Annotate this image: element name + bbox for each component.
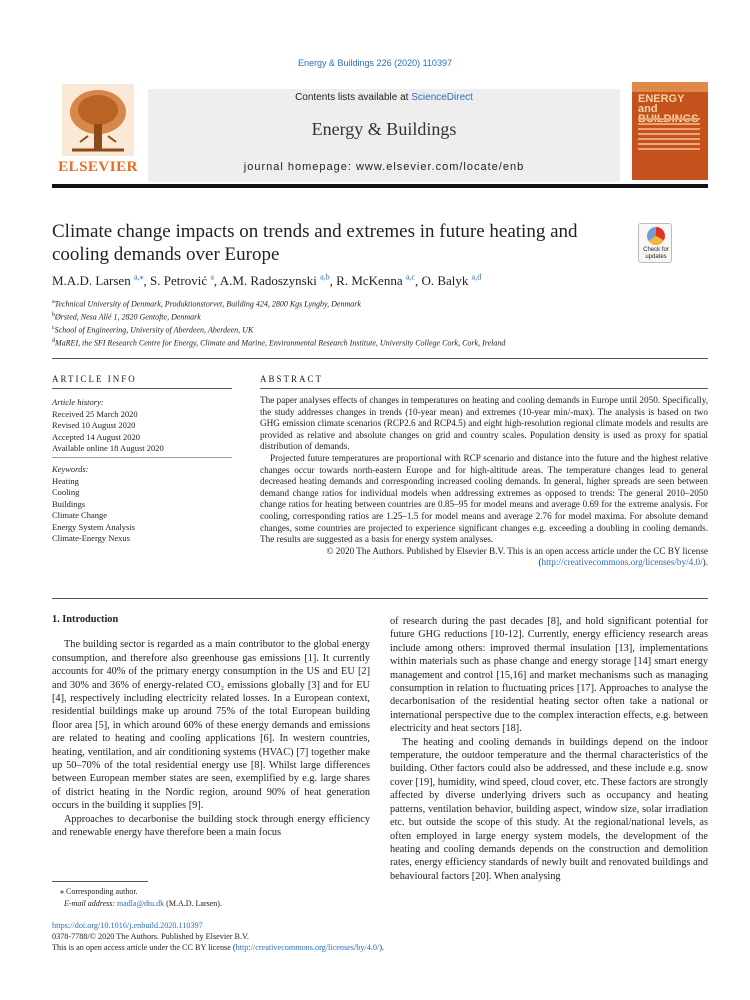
section-heading: 1. Introduction bbox=[52, 614, 119, 625]
crossmark-line1: Check for bbox=[643, 247, 669, 253]
article-info-heading: ARTICLE INFO bbox=[52, 374, 137, 384]
author-affil-mark[interactable]: a bbox=[210, 273, 214, 282]
author-name: A.M. Radoszynski bbox=[219, 273, 317, 289]
author-name: R. McKenna bbox=[336, 273, 403, 289]
license-line bbox=[52, 942, 702, 953]
crossmark-line2: updates bbox=[645, 254, 667, 260]
crossmark-label bbox=[639, 247, 673, 261]
abstract-copyright bbox=[260, 546, 708, 569]
abstract-paragraph: Projected future temperatures are proportional with RCP scenario and distance into the future and the highest relative changes occur towards north-eastern Europe and for high-altitude areas. The temperature changes lead to general decreased heating demands and corresponding increased cooling demands. In general, higher spreads are seen between demand change ratios for individual models when addressing extremes as opposed to trends: The general 2010–2050 change ratios for heating between countries are 0.85–95 for model means and average 0.69 for the extreme analysis. For cooling, corresponding ratios are 1.25–1.5 for model means and average 2.76 for model maxima. For absolute demand changes, some countries are projected to experience significant changes e.g. exceeding a doubling in cooling demands. The results are suggested as a basis for energy system analyses. bbox=[260, 452, 708, 545]
email-label: E-mail address: bbox=[64, 898, 118, 908]
doi-link[interactable]: https://doi.org/10.1016/j.enbuild.2020.110397 bbox=[52, 921, 203, 930]
journal-homepage[interactable]: journal homepage: www.elsevier.com/locate/enb bbox=[243, 161, 525, 173]
abstract-heading: ABSTRACT bbox=[260, 374, 324, 384]
author-name: M.A.D. Larsen bbox=[52, 273, 131, 289]
journal-title: Energy & Buildings bbox=[311, 119, 457, 139]
email-note bbox=[52, 898, 372, 910]
body-column-right bbox=[390, 615, 708, 883]
publisher-name: ELSEVIER bbox=[58, 159, 138, 175]
author-affil-mark[interactable]: a,⁎ bbox=[133, 273, 144, 282]
cover-title-line1: ENERGY bbox=[638, 93, 685, 105]
corresponding-author-note: ⁎ Corresponding author. bbox=[60, 887, 138, 896]
affiliation-mark: c bbox=[52, 325, 55, 332]
page-footer bbox=[52, 920, 702, 954]
affiliation-text: Ørsted, Nesa Allé 1, 2820 Gentofte, Denmark bbox=[55, 312, 201, 322]
copyright-end: ). bbox=[702, 557, 708, 568]
cover-text-lines bbox=[638, 118, 700, 153]
contents-line bbox=[148, 92, 620, 103]
affiliation bbox=[52, 297, 702, 310]
affiliation-text: School of Engineering, University of Aberdeen, Aberdeen, UK bbox=[54, 325, 254, 335]
body-paragraph: Approaches to decarbonise the building stock through energy efficiency and renewable energy have therefore been a main focus bbox=[52, 813, 370, 839]
keyword: Cooling bbox=[52, 487, 80, 497]
author[interactable] bbox=[52, 273, 144, 288]
check-for-updates-badge[interactable] bbox=[638, 223, 672, 263]
journal-reference[interactable]: Energy & Buildings 226 (2020) 110397 bbox=[298, 58, 452, 68]
info-top-divider bbox=[52, 358, 708, 359]
body-column-left bbox=[52, 613, 370, 840]
crossmark-icon bbox=[647, 227, 665, 245]
author[interactable] bbox=[336, 273, 415, 288]
keywords-divider bbox=[52, 457, 232, 458]
abstract-heading-divider bbox=[260, 388, 708, 389]
journal-banner bbox=[148, 89, 620, 182]
affiliation bbox=[52, 310, 702, 323]
history-item: Accepted 14 August 2020 bbox=[52, 431, 141, 442]
author-affil-mark[interactable]: a,b bbox=[320, 273, 330, 282]
elsevier-tree-icon bbox=[62, 84, 134, 156]
cover-band bbox=[632, 82, 708, 92]
cover-title-line2: and bbox=[638, 103, 658, 115]
affiliation-mark: d bbox=[52, 338, 55, 345]
journal-cover-thumbnail[interactable] bbox=[632, 82, 708, 180]
history-label: Article history: bbox=[52, 397, 104, 407]
email-suffix: (M.A.D. Larsen). bbox=[164, 898, 222, 908]
abstract-body bbox=[260, 395, 708, 569]
history-item: Available online 18 August 2020 bbox=[52, 443, 164, 453]
affiliation-mark: a bbox=[52, 299, 55, 305]
keyword: Climate Change bbox=[52, 510, 108, 520]
author[interactable] bbox=[220, 273, 330, 288]
author[interactable] bbox=[150, 273, 214, 288]
contents-prefix: Contents lists available at bbox=[295, 92, 412, 103]
footer-license-link[interactable]: http://creativecommons.org/licenses/by/4.0/ bbox=[235, 943, 380, 953]
keywords-label: Keywords: bbox=[52, 464, 89, 474]
affiliation-text: Technical University of Denmark, Produktionstorvet, Building 424, 2800 Kgs Lyngby, Denmark bbox=[54, 299, 361, 309]
sciencedirect-link[interactable]: ScienceDirect bbox=[411, 92, 473, 103]
history-item: Revised 10 August 2020 bbox=[52, 420, 136, 430]
author-name: S. Petrović bbox=[150, 273, 208, 289]
affiliation bbox=[52, 336, 702, 349]
keyword: Energy System Analysis bbox=[52, 521, 135, 532]
copyright-text: © 2020 The Authors. Published by Elsevier B.V. This is an open access article under the CC BY license ( bbox=[326, 545, 708, 568]
elsevier-logo[interactable] bbox=[52, 82, 144, 180]
license-suffix: ). bbox=[379, 943, 384, 953]
author-list: M.A.D. Larsen $^{a,⁎}$, S. Petrović $^a$, A.M. Radoszynski $^{a,b}$, R. McKenna $^{a,c}$, O. Balyk $^{a,d}$ bbox=[52, 273, 482, 289]
license-link[interactable]: http://creativecommons.org/licenses/by/4.0/ bbox=[541, 557, 703, 568]
affiliation-mark: b bbox=[52, 312, 55, 319]
author-name: O. Balyk bbox=[421, 273, 469, 289]
affiliation bbox=[52, 323, 702, 336]
keyword: Buildings bbox=[52, 498, 86, 509]
issn-line: 0378-7788/© 2020 The Authors. Published by Elsevier B.V. bbox=[52, 932, 249, 942]
body-paragraph: The building sector is regarded as a main contributor to the global energy consumption, and therefore also greenhouse gas emissions [1]. It currently accounts for 40% of the primary energy consumption in the US and EU [2] and 30% and 36% of energy-related CO₂ emissions globally [3] and for EU [4], respectively including electricity related losses. In a European context, residential buildings make up around 75% of the total European building floor area [5], in which around 60% of these energy demands and emissions are related to heating and cooling applications [6]. In western countries, heating, ventilation, and air conditioning systems (HVAC) [7] together make up 50–70% of the total residential energy use [8]. Whilst large differences between European member states are seen, exemplified by e.g. large shares of district heating in the Nordic region, around 90% of heat generation occurs in the building it supplies [9]. bbox=[52, 639, 370, 812]
body-paragraph: of research during the past decades [8], and hold significant potential for future GHG reductions [10-12]. Currently, energy efficiency research areas include among others: improved thermal insulation [13], implementations within materials such as phase change and energy storage [14] smart energy management and control [15,16] and market mechanisms such as managing consumption in relation to fluctuating prices [17]. Approaches to analyse the decarbonisation of the residential heating sector often take a national or international perspective due to the complex interaction effects, e.g. between electricity and heat sectors [18]. bbox=[390, 616, 708, 735]
info-heading-divider bbox=[52, 388, 232, 389]
author[interactable] bbox=[421, 273, 481, 288]
affiliations bbox=[52, 297, 702, 350]
keywords bbox=[52, 464, 232, 545]
footnote-divider bbox=[52, 881, 148, 882]
author-affil-mark[interactable]: a,d bbox=[471, 273, 482, 282]
article-history bbox=[52, 397, 232, 455]
article-title: Climate change impacts on trends and extremes in future heating and cooling demands over Europe bbox=[52, 221, 578, 265]
abstract-paragraph: The paper analyses effects of changes in temperatures on heating and cooling demands in Europe until 2050. Specifically, the study addresses changes in trends (10-year mean) and extremes (10-year min/-max). The analysis is based on two GHG emission climate scenarios (RCP2.6 and RCP4.5) and eight high-resolution regional climate models and results are provided as relative and absolute changes on grid and country scales. Population density is used as proxy for spatial distribution of demands. bbox=[260, 395, 708, 452]
footnote bbox=[52, 886, 372, 909]
body-paragraph: The heating and cooling demands in buildings depend on the indoor temperature, the outdoor temperature and the thermal characteristics of the building. Other factors could also be addressed, and these include e.g. snow cover [19], humidity, wind speed, cloud cover, etc. These factors are strongly affected by diverse underlying drivers such as occupancy and heating patterns, ventilation behavior, building aspect, window size, solar irradiation etc. but outside the scope of this study. At the regional/national levels, as often employed in large energy system models, the development of the heating and cooling demands depends on the construction and demolition rates, energy efficiency standards of newly built and renovated buildings and behavioural factors [20]. When analysing bbox=[390, 736, 708, 882]
history-item: Received 25 March 2020 bbox=[52, 408, 138, 419]
keyword: Climate-Energy Nexus bbox=[52, 533, 130, 543]
email-link[interactable]: madla@dtu.dk bbox=[117, 898, 165, 908]
keyword: Heating bbox=[52, 475, 79, 486]
affiliation-text: MaREI, the SFI Research Centre for Energy, Climate and Marine, Environmental Research Institute, University College Cork, Cork, Ireland bbox=[55, 339, 506, 349]
abstract-bottom-divider bbox=[52, 598, 708, 599]
masthead bbox=[52, 82, 708, 182]
author-affil-mark[interactable]: a,c bbox=[405, 273, 415, 282]
license-prefix: This is an open access article under the CC BY license ( bbox=[52, 943, 236, 953]
header-divider bbox=[52, 184, 708, 188]
